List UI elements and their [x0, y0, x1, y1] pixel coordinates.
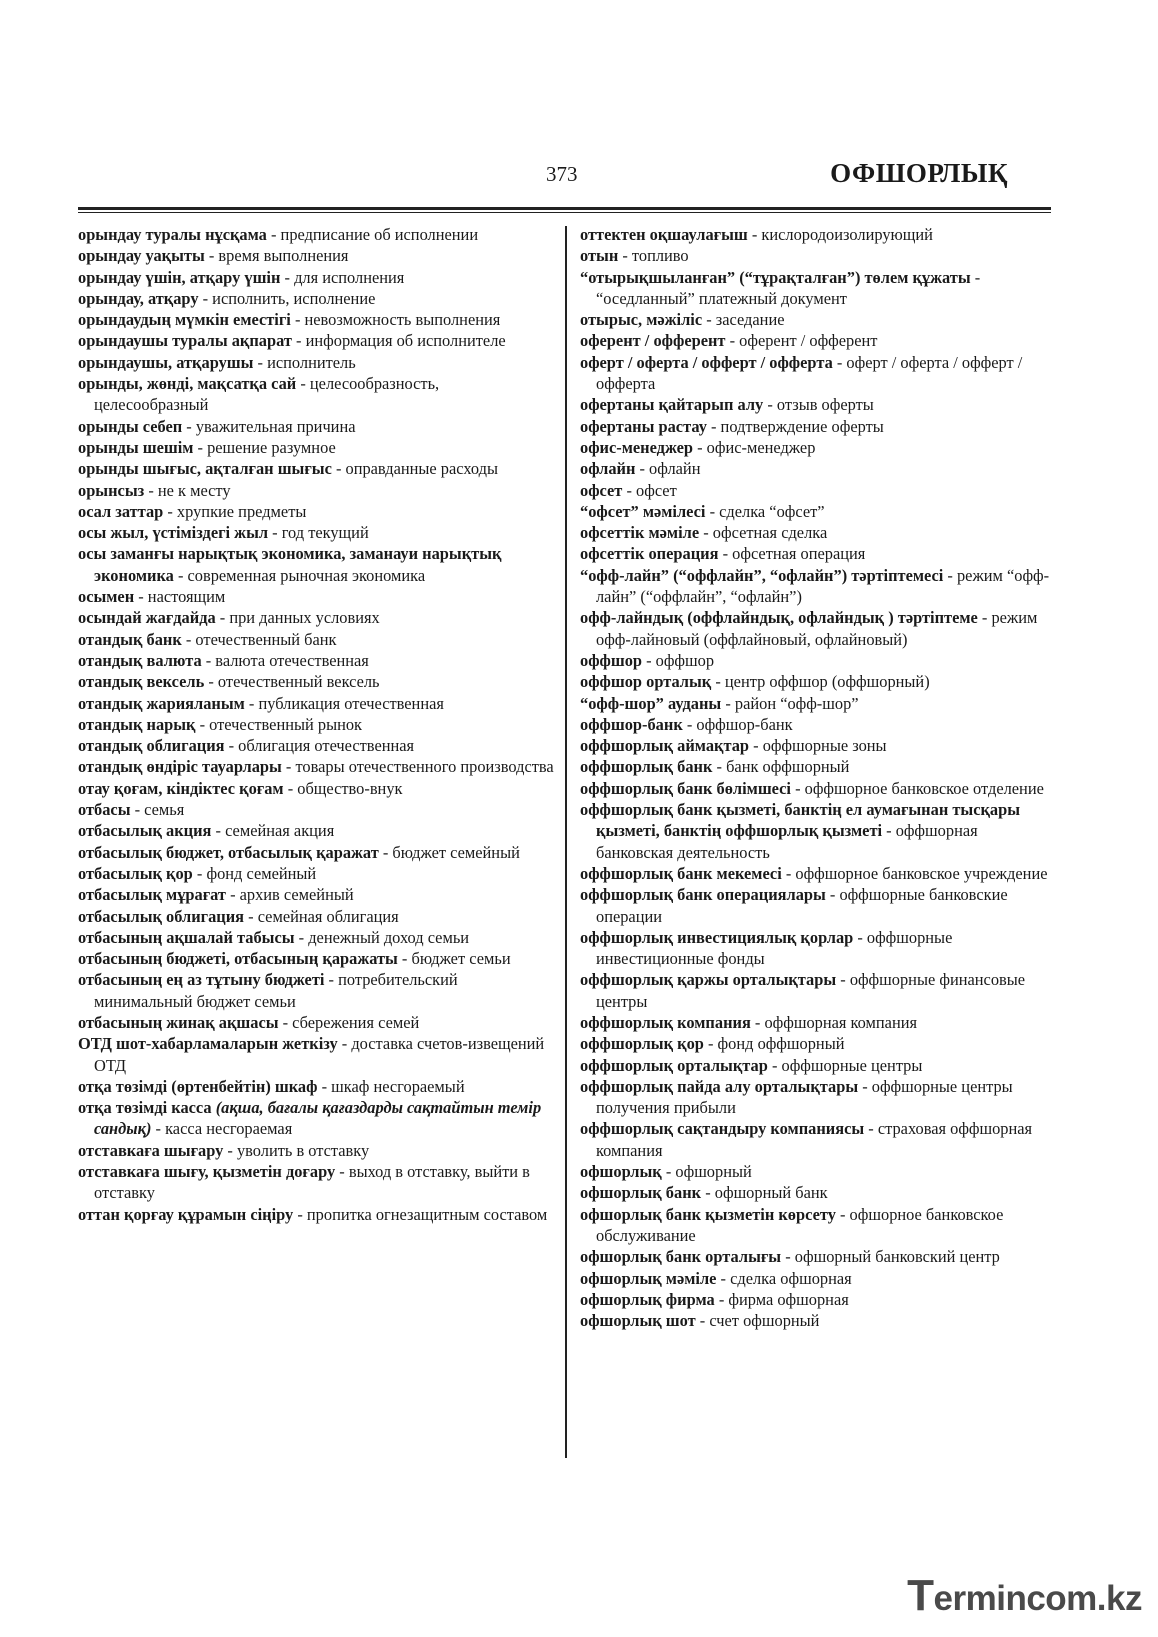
- dictionary-entry: [78, 416, 554, 437]
- entry-term: офшорлық фирма: [580, 1289, 715, 1309]
- dictionary-entry: [78, 543, 554, 586]
- dictionary-entry: [580, 650, 1052, 671]
- dictionary-entry: [580, 1289, 1052, 1310]
- dictionary-entry: [580, 1204, 1052, 1247]
- entry-term: отандық вексель: [78, 672, 205, 692]
- entry-term: осы заманғы нарықтық экономика, заманауи нарықтық экономика: [78, 544, 502, 585]
- dictionary-entry: [580, 394, 1052, 415]
- dictionary-entry: [78, 224, 554, 245]
- entry-definition: - офшорный банк: [701, 1183, 828, 1203]
- entry-term: офсеттік операция: [580, 544, 719, 564]
- entry-definition: - выход в отставку, выйти в отставку: [94, 1162, 530, 1203]
- entry-term: отбасының ақшалай табысы: [78, 927, 295, 947]
- entry-definition: - исполнить, исполнение: [198, 288, 376, 308]
- entry-term: орындау, атқару: [78, 288, 199, 308]
- entry-definition: - бюджет семейный: [378, 842, 520, 862]
- entry-term: оферт / оферта / офферт / офферта: [580, 352, 833, 372]
- dictionary-entry: [580, 756, 1052, 777]
- entry-term: офсет: [580, 480, 623, 500]
- entry-term: офлайн: [580, 459, 636, 479]
- entry-term: отбасының жинақ ақшасы: [78, 1012, 279, 1032]
- dictionary-entry: [78, 671, 554, 692]
- entry-term: осал заттар: [78, 501, 164, 521]
- dictionary-entry: [580, 1246, 1052, 1267]
- dictionary-entry: [78, 842, 554, 863]
- entry-term: оффшорлық аймақтар: [580, 736, 750, 756]
- entry-definition: - оферент / офферент: [725, 331, 878, 351]
- entry-term: оффшорлық банк операциялары: [580, 885, 826, 905]
- entry-definition: - офсетная операция: [718, 544, 866, 564]
- entry-term: орынды, жөнді, мақсатқа сай: [78, 374, 297, 394]
- entry-term: отандық валюта: [78, 650, 202, 670]
- dictionary-entry: [78, 756, 554, 777]
- dictionary-entry: [78, 693, 554, 714]
- dictionary-entry: [580, 1182, 1052, 1203]
- dictionary-entry: [580, 799, 1052, 863]
- entry-definition: - потребительский минимальный бюджет семьи: [94, 970, 458, 1011]
- dictionary-entry: [580, 969, 1052, 1012]
- entry-term: отандық өндіріс тауарлары: [78, 757, 282, 777]
- page-number: 373: [546, 162, 578, 186]
- entry-term: офшорлық банк: [580, 1183, 702, 1203]
- entry-term: орындаушы, атқарушы: [78, 352, 254, 372]
- dictionary-entry: [78, 501, 554, 522]
- dictionary-entry: [580, 437, 1052, 458]
- dictionary-entry: [580, 309, 1052, 330]
- entry-term: оффшорлық сақтандыру компаниясы: [580, 1119, 865, 1139]
- dictionary-entry: [580, 330, 1052, 351]
- watermark-logo: [907, 1571, 1142, 1621]
- entry-term: офсеттік мәміле: [580, 523, 700, 543]
- entry-definition: - банк оффшорный: [712, 757, 850, 777]
- entry-term: отбасылық мұрағат: [78, 885, 226, 905]
- entry-term: “офф-лайн” (“оффлайн”, “офлайн”) тәртіптемесі: [580, 565, 944, 585]
- dictionary-entry: [580, 267, 1052, 310]
- dictionary-entry: [580, 693, 1052, 714]
- dictionary-entry: [78, 1097, 554, 1140]
- entry-term: отқа төзімді (өртенбейтін) шкаф: [78, 1076, 318, 1096]
- dictionary-entry: [580, 1310, 1052, 1331]
- dictionary-entry: [580, 224, 1052, 245]
- dictionary-entry: [580, 1118, 1052, 1161]
- dictionary-entry: [78, 927, 554, 948]
- entry-term: отставкаға шығару: [78, 1140, 224, 1160]
- header-rule-thick: [78, 207, 1051, 210]
- entry-term: отбасылық қор: [78, 863, 193, 883]
- entry-definition: - оффшорная банковская деятельность: [596, 821, 978, 862]
- entry-term: оффшорлық банк бөлімшесі: [580, 778, 791, 798]
- dictionary-entry: [78, 799, 554, 820]
- entry-term: оффшорлық инвестициялық қорлар: [580, 927, 854, 947]
- entry-definition: - кислородоизолирующий: [747, 225, 933, 244]
- entry-term: оттан қорғау құрамын сіңіру: [78, 1204, 294, 1224]
- dictionary-entry: [580, 1268, 1052, 1289]
- entry-term: офшорлық мәміле: [580, 1268, 717, 1288]
- entry-term: орындаушы туралы ақпарат: [78, 331, 292, 351]
- entry-definition: - оффшор-банк: [682, 714, 793, 734]
- dictionary-entry: [78, 948, 554, 969]
- entry-definition: - отечественный рынок: [195, 714, 363, 734]
- dictionary-entry: [580, 863, 1052, 884]
- dictionary-entry: [580, 778, 1052, 799]
- entry-term: оффшорлық банк: [580, 757, 713, 777]
- entry-term: оффшор-банк: [580, 714, 683, 734]
- entry-term: орындау туралы нұсқама: [78, 225, 267, 244]
- entry-definition: - облигация отечественная: [224, 736, 415, 756]
- header-rule-thin: [78, 212, 1051, 213]
- entry-definition: - настоящим: [134, 587, 226, 607]
- entry-definition: - район “офф-шор”: [721, 693, 859, 713]
- entry-term: “отырықшыланған” (“тұрақталған”) төлем құжаты: [580, 267, 971, 287]
- entry-definition: - исполнитель: [253, 352, 356, 372]
- entry-definition: - информация об исполнителе: [291, 331, 506, 351]
- dictionary-entry: [580, 416, 1052, 437]
- entry-definition: - валюта отечественная: [201, 650, 369, 670]
- entry-definition: - оффшорные финансовые центры: [596, 970, 1026, 1011]
- entry-definition: - страховая оффшорная компания: [596, 1119, 1033, 1160]
- dictionary-entry: [78, 330, 554, 351]
- entry-term: осындай жағдайда: [78, 608, 216, 628]
- dictionary-entry: [580, 480, 1052, 501]
- dictionary-entry: [78, 586, 554, 607]
- entry-definition: - при данных условиях: [215, 608, 380, 628]
- entry-term: орындаудың мүмкін еместігі: [78, 310, 291, 330]
- entry-term: офф-лайндық (оффлайндық, офлайндық ) тәртіптеме: [580, 608, 978, 628]
- dictionary-entry: [78, 820, 554, 841]
- entry-definition: - сбережения семей: [278, 1012, 420, 1032]
- dictionary-entry: [78, 969, 554, 1012]
- entry-definition: - режим “офф-лайн” (“оффлайн”, “офлайн”): [596, 565, 1050, 607]
- entry-term: оффшор: [580, 650, 643, 670]
- entry-definition: - пропитка огнезащитным составом: [293, 1204, 548, 1224]
- entry-note: (ақша, бағалы қағаздарды сақтайтын темір сандық): [94, 1098, 542, 1139]
- entry-definition: - фирма офшорная: [714, 1289, 849, 1309]
- dictionary-entry: [580, 1076, 1052, 1119]
- dictionary-entry: [78, 650, 554, 671]
- entry-definition: - офшорный банковский центр: [781, 1247, 1000, 1267]
- entry-term: отбасы: [78, 800, 131, 820]
- entry-term: орынды шешім: [78, 437, 194, 457]
- entry-term: отандық облигация: [78, 736, 225, 756]
- entry-definition: - время выполнения: [204, 246, 349, 266]
- entry-definition: - оффшорные банковские операции: [596, 885, 1008, 926]
- entry-definition: - офсетная сделка: [699, 523, 828, 543]
- dictionary-entry: [78, 1012, 554, 1033]
- dictionary-entry: [580, 458, 1052, 479]
- dictionary-entry: [78, 884, 554, 905]
- entry-term: “офф-шор” ауданы: [580, 693, 722, 713]
- column-divider: [565, 226, 567, 1458]
- dictionary-entry: [78, 437, 554, 458]
- entry-term: “офсет” мәмілесі: [580, 501, 706, 521]
- entry-definition: - офлайн: [635, 459, 701, 479]
- entry-term: орындау уақыты: [78, 246, 205, 266]
- dictionary-entry: [78, 288, 554, 309]
- entry-term: оффшорлық қаржы орталықтары: [580, 970, 837, 990]
- entry-term: отандық жарияланым: [78, 693, 245, 713]
- entry-definition: - доставка счетов-извещений ОТД: [94, 1034, 545, 1075]
- entry-definition: - оффшорное банковское отделение: [790, 778, 1044, 798]
- dictionary-entry: [78, 480, 554, 501]
- entry-definition: - офис-менеджер: [693, 437, 816, 457]
- dictionary-entry: [580, 245, 1052, 266]
- entry-definition: - оффшорная компания: [750, 1012, 918, 1032]
- entry-term: орынды себеп: [78, 416, 183, 436]
- dictionary-entry: [78, 778, 554, 799]
- entry-definition: - уволить в отставку: [223, 1140, 370, 1160]
- entry-term: оффшорлық қор: [580, 1034, 704, 1054]
- entry-definition: - оффшорные зоны: [749, 736, 887, 756]
- left-column: [78, 224, 554, 1225]
- entry-definition: - фонд семейный: [192, 863, 317, 883]
- entry-term: офертаны қайтарып алу: [580, 395, 764, 415]
- entry-definition: - семья: [130, 800, 185, 820]
- dictionary-entry: [580, 522, 1052, 543]
- entry-term: отбасылық акция: [78, 821, 212, 841]
- entry-term: орынды шығыс, ақталған шығыс: [78, 459, 332, 479]
- entry-definition: - фонд оффшорный: [703, 1034, 845, 1054]
- dictionary-entry: [78, 1033, 554, 1076]
- entry-definition: - сделка “офсет”: [705, 501, 825, 521]
- entry-term: отын: [580, 246, 619, 266]
- entry-definition: - шкаф несгораемый: [317, 1076, 465, 1096]
- entry-definition: - центр оффшор (оффшорный): [711, 672, 930, 692]
- right-column: [580, 224, 1052, 1331]
- dictionary-entry: [580, 607, 1052, 650]
- dictionary-entry: [78, 863, 554, 884]
- dictionary-entry: [580, 884, 1052, 927]
- entry-term: офшорлық шот: [580, 1311, 696, 1331]
- entry-term: оффшор орталық: [580, 672, 712, 692]
- entry-definition: - для исполнения: [280, 267, 405, 287]
- entry-definition: - предписание об исполнении: [266, 225, 479, 244]
- entry-definition: - решение разумное: [193, 437, 336, 457]
- entry-definition: - хрупкие предметы: [163, 501, 307, 521]
- entry-definition: - подтверждение оферты: [706, 416, 884, 436]
- dictionary-entry: [580, 543, 1052, 564]
- entry-definition: - заседание: [702, 310, 785, 330]
- entry-definition: - отечественный вексель: [204, 672, 380, 692]
- entry-term: отандық нарық: [78, 714, 196, 734]
- dictionary-entry: [78, 522, 554, 543]
- dictionary-entry: [580, 671, 1052, 692]
- dictionary-entry: [78, 352, 554, 373]
- entry-definition: - товары отечественного производства: [281, 757, 554, 777]
- dictionary-entry: [78, 1076, 554, 1097]
- guide-word: ОФШОРЛЫҚ: [830, 158, 1008, 188]
- entry-definition: - оффшорные центры получения прибыли: [596, 1076, 1013, 1118]
- watermark-text: ermincom.kz: [933, 1579, 1142, 1618]
- entry-definition: - семейная облигация: [244, 906, 399, 926]
- watermark-initial: T: [907, 1571, 934, 1620]
- entry-definition: - офшорный: [661, 1162, 752, 1182]
- entry-term: оффшорлық орталықтар: [580, 1055, 768, 1075]
- entry-term: осы жыл, үстіміздегі жыл: [78, 523, 269, 543]
- entry-term: осымен: [78, 587, 135, 607]
- dictionary-entry: [78, 607, 554, 628]
- entry-term: орындау үшін, атқару үшін: [78, 267, 281, 287]
- entry-definition: - офшорное банковское обслуживание: [596, 1204, 1004, 1245]
- entry-term: оттектен оқшаулағыш: [580, 225, 748, 244]
- dictionary-entry: [78, 245, 554, 266]
- entry-term: оферент / офферент: [580, 331, 726, 351]
- entry-definition: - отзыв оферты: [763, 395, 874, 415]
- entry-term: офшорлық банк қызметін көрсету: [580, 1204, 836, 1224]
- entry-definition: - офсет: [622, 480, 677, 500]
- dictionary-entry: [580, 927, 1052, 970]
- dictionary-entry: [580, 1161, 1052, 1182]
- entry-definition: - современная рыночная экономика: [173, 565, 426, 585]
- entry-definition: - денежный доход семьи: [294, 927, 470, 947]
- dictionary-entry: [580, 714, 1052, 735]
- dictionary-entry: [78, 1140, 554, 1161]
- dictionary-entry: [78, 267, 554, 288]
- dictionary-entry: [78, 906, 554, 927]
- entry-term: отбасының бюджеті, отбасының қаражаты: [78, 949, 398, 969]
- entry-definition: - оправданные расходы: [331, 459, 498, 479]
- dictionary-entry: [78, 1204, 554, 1225]
- dictionary-entry: [78, 373, 554, 416]
- dictionary-entry: [580, 735, 1052, 756]
- entry-definition: - бюджет семьи: [397, 949, 511, 969]
- dictionary-entry: [580, 565, 1052, 608]
- entry-term: отандық банк: [78, 629, 182, 649]
- dictionary-entry: [78, 714, 554, 735]
- dictionary-entry: [580, 352, 1052, 395]
- entry-definition: - счет офшорный: [695, 1311, 820, 1331]
- entry-definition: - “оседланный” платежный документ: [596, 267, 981, 308]
- entry-definition: - уважительная причина: [182, 416, 356, 436]
- entry-definition: - сделка офшорная: [716, 1268, 852, 1288]
- entry-term: офис-менеджер: [580, 437, 694, 457]
- entry-definition: - режим офф-лайновый (оффлайновый, офлайновый): [596, 608, 1038, 649]
- entry-definition: - оферт / оферта / офферт / офферта: [596, 352, 1023, 394]
- entry-term: отбасының ең аз тұтыну бюджеті: [78, 970, 325, 990]
- entry-definition: - целесообразность, целесообразный: [94, 374, 440, 415]
- entry-definition: - топливо: [618, 246, 689, 266]
- entry-definition: - невозможность выполнения: [290, 310, 501, 330]
- entry-term: ОТД шот-хабарламаларын жеткізу: [78, 1034, 338, 1054]
- entry-term: отырыс, мәжіліс: [580, 310, 703, 330]
- dictionary-entry: [78, 458, 554, 479]
- entry-definition: - не к месту: [144, 480, 231, 500]
- entry-term: отбасылық бюджет, отбасылық қаражат: [78, 842, 379, 862]
- entry-term: оффшорлық банк қызметі, банктің ел аумағынан тысқары қызметі, банктің оффшорлық қызметі: [580, 800, 1021, 841]
- entry-term: оффшорлық банк мекемесі: [580, 863, 782, 883]
- dictionary-entry: [580, 501, 1052, 522]
- dictionary-entry: [580, 1033, 1052, 1054]
- dictionary-entry: [580, 1055, 1052, 1076]
- entry-definition: - оффшорное банковское учреждение: [781, 863, 1048, 883]
- entry-definition: - архив семейный: [225, 885, 354, 905]
- entry-definition: - год текущий: [268, 523, 369, 543]
- entry-definition: - общество-внук: [283, 778, 403, 798]
- entry-definition: - оффшорные центры: [767, 1055, 923, 1075]
- entry-definition: - публикация отечественная: [244, 693, 444, 713]
- dictionary-entry: [580, 1012, 1052, 1033]
- dictionary-entry: [78, 735, 554, 756]
- dictionary-entry: [78, 1161, 554, 1204]
- entry-term: отау қоғам, кіндіктес қоғам: [78, 778, 284, 798]
- entry-term: оффшорлық пайда алу орталықтары: [580, 1076, 859, 1096]
- entry-definition: - оффшорные инвестиционные фонды: [596, 927, 953, 969]
- entry-definition: - оффшор: [642, 650, 715, 670]
- dictionary-entry: [78, 309, 554, 330]
- entry-definition: - отечественный банк: [181, 629, 337, 649]
- entry-definition: - касса несгораемая: [151, 1119, 293, 1139]
- entry-term: отқа төзімді касса: [78, 1098, 212, 1118]
- entry-term: офертаны растау: [580, 416, 707, 436]
- entry-term: орынсыз: [78, 480, 145, 500]
- entry-term: офшорлық банк орталығы: [580, 1247, 782, 1267]
- entry-term: оффшорлық компания: [580, 1012, 751, 1032]
- entry-term: отставкаға шығу, қызметін доғару: [78, 1162, 336, 1182]
- entry-term: отбасылық облигация: [78, 906, 245, 926]
- dictionary-entry: [78, 629, 554, 650]
- entry-term: офшорлық: [580, 1162, 662, 1182]
- entry-definition: - семейная акция: [211, 821, 335, 841]
